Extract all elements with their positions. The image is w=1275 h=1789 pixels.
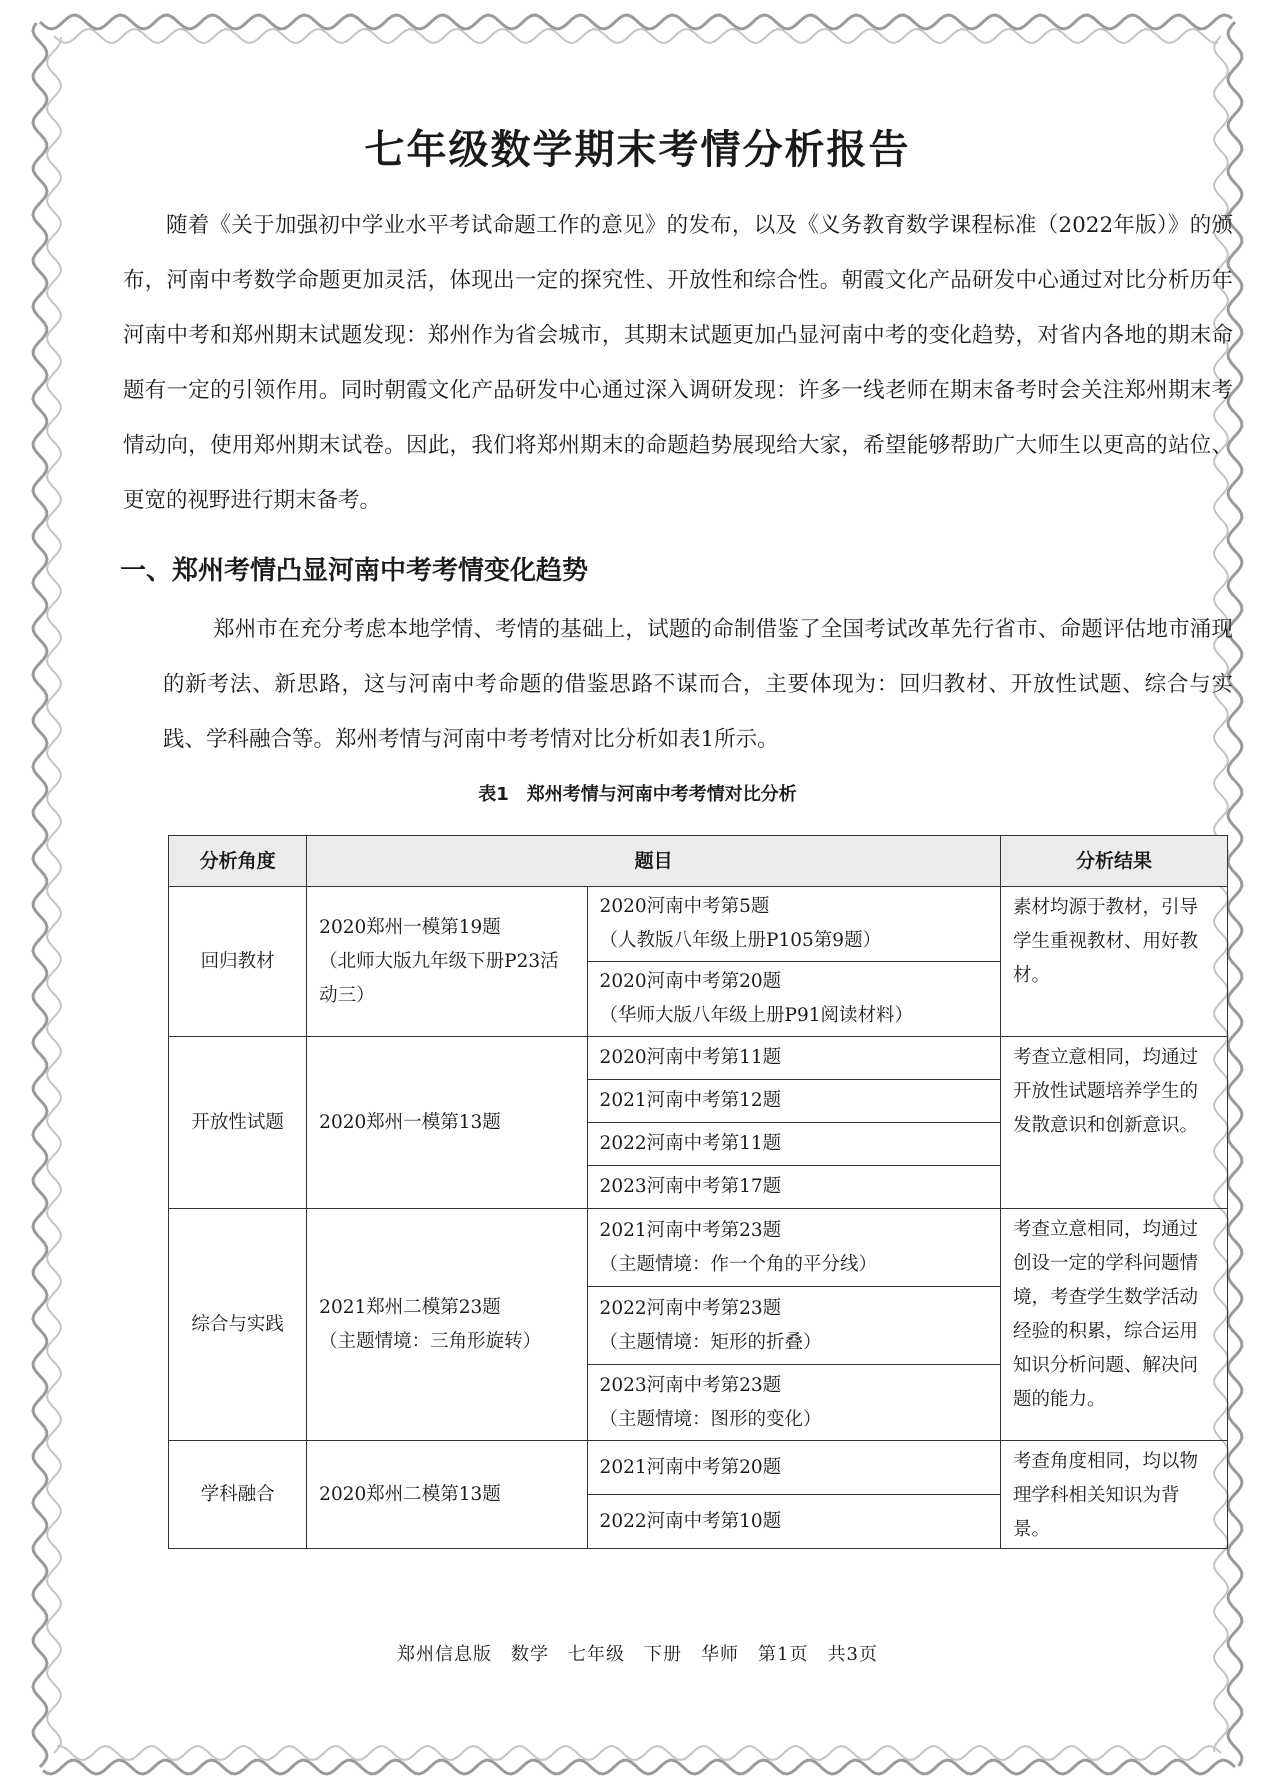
page-footer: 郑州信息版 数学 七年级 下册 华师 第1页 共3页 — [397, 1644, 878, 1665]
cell-henan-question: 2020河南中考第5题 （人教版八年级上册P105第9题） — [587, 887, 1001, 962]
header-angle: 分析角度 — [169, 836, 307, 887]
cell-henan-question: 2020河南中考第11题 — [587, 1037, 1001, 1080]
table-row — [169, 1037, 1228, 1080]
comparison-table — [168, 835, 1228, 1549]
cell-henan-question: 2022河南中考第23题 （主题情境：矩形的折叠） — [587, 1287, 1001, 1365]
cell-angle: 开放性试题 — [169, 1037, 307, 1209]
cell-henan-question: 2021河南中考第12题 — [587, 1080, 1001, 1123]
intro-paragraph: 随着《关于加强初中学业水平考试命题工作的意见》的发布，以及《义务教育数学课程标准（2022年版）》的颁布，河南中考数学命题更加灵活，体现出一定的探究性、开放性和综合性。朝霞文化产品研发中心通过对比分析历年河南中考和郑州期末试题发现：郑州作为省会城市，其期末试题更加凸显河南中考的变化趋势，对省内各地的期末命题有一定的引领作用。同时朝霞文化产品研发中心通过深入调研发现：许多一线老师在期末备考时会关注郑州期末考情动向，使用郑州期末试卷。因此，我们将郑州期末的命题趋势展现给大家，希望能够帮助广大师生以更高的站位、更宽的视野进行期末备考。 — [123, 213, 1233, 513]
section-heading: 一、郑州考情凸显河南中考考情变化趋势 — [120, 556, 589, 586]
cell-angle: 学科融合 — [169, 1441, 307, 1549]
table-header-row — [169, 836, 1228, 887]
section-paragraph: 郑州市在充分考虑本地学情、考情的基础上，试题的命制借鉴了全国考试改革先行省市、命题评估地市涌现的新考法、新思路，这与河南中考命题的借鉴思路不谋而合，主要体现为：回归教材、开放性试题、综合与实践、学科融合等。郑州考情与河南中考考情对比分析如表1所示。 — [163, 617, 1233, 752]
header-result: 分析结果 — [1001, 836, 1228, 887]
cell-henan-question: 2022河南中考第11题 — [587, 1123, 1001, 1166]
table-row — [169, 1441, 1228, 1495]
cell-henan-question: 2023河南中考第17题 — [587, 1166, 1001, 1209]
cell-henan-question: 2021河南中考第23题 （主题情境：作一个角的平分线） — [587, 1209, 1001, 1287]
cell-analysis-result: 考查立意相同，均通过创设一定的学科问题情境，考查学生数学活动经验的积累，综合运用知识分析问题、解决问题的能力。 — [1001, 1209, 1228, 1441]
cell-henan-question: 2021河南中考第20题 — [587, 1441, 1001, 1495]
header-questions: 题目 — [307, 836, 1001, 887]
cell-zhengzhou-question: 2020郑州一模第13题 — [307, 1037, 587, 1209]
cell-angle: 综合与实践 — [169, 1209, 307, 1441]
cell-henan-question: 2020河南中考第20题 （华师大版八年级上册P91阅读材料） — [587, 962, 1001, 1037]
cell-analysis-result: 考查角度相同，均以物理学科相关知识为背景。 — [1001, 1441, 1228, 1549]
cell-angle: 回归教材 — [169, 887, 307, 1037]
cell-analysis-result: 素材均源于教材，引导学生重视教材、用好教材。 — [1001, 887, 1228, 1037]
cell-henan-question: 2022河南中考第10题 — [587, 1495, 1001, 1549]
table-caption: 表1 郑州考情与河南中考考情对比分析 — [478, 784, 797, 805]
cell-zhengzhou-question: 2020郑州二模第13题 — [307, 1441, 587, 1549]
table-row — [169, 1209, 1228, 1287]
table-row — [169, 887, 1228, 962]
cell-zhengzhou-question: 2020郑州一模第19题 （北师大版九年级下册P23活动三） — [307, 887, 587, 1037]
page-title: 七年级数学期末考情分析报告 — [364, 127, 911, 173]
cell-henan-question: 2023河南中考第23题 （主题情境：图形的变化） — [587, 1365, 1001, 1441]
cell-zhengzhou-question: 2021郑州二模第23题 （主题情境：三角形旋转） — [307, 1209, 587, 1441]
cell-analysis-result: 考查立意相同，均通过开放性试题培养学生的发散意识和创新意识。 — [1001, 1037, 1228, 1209]
